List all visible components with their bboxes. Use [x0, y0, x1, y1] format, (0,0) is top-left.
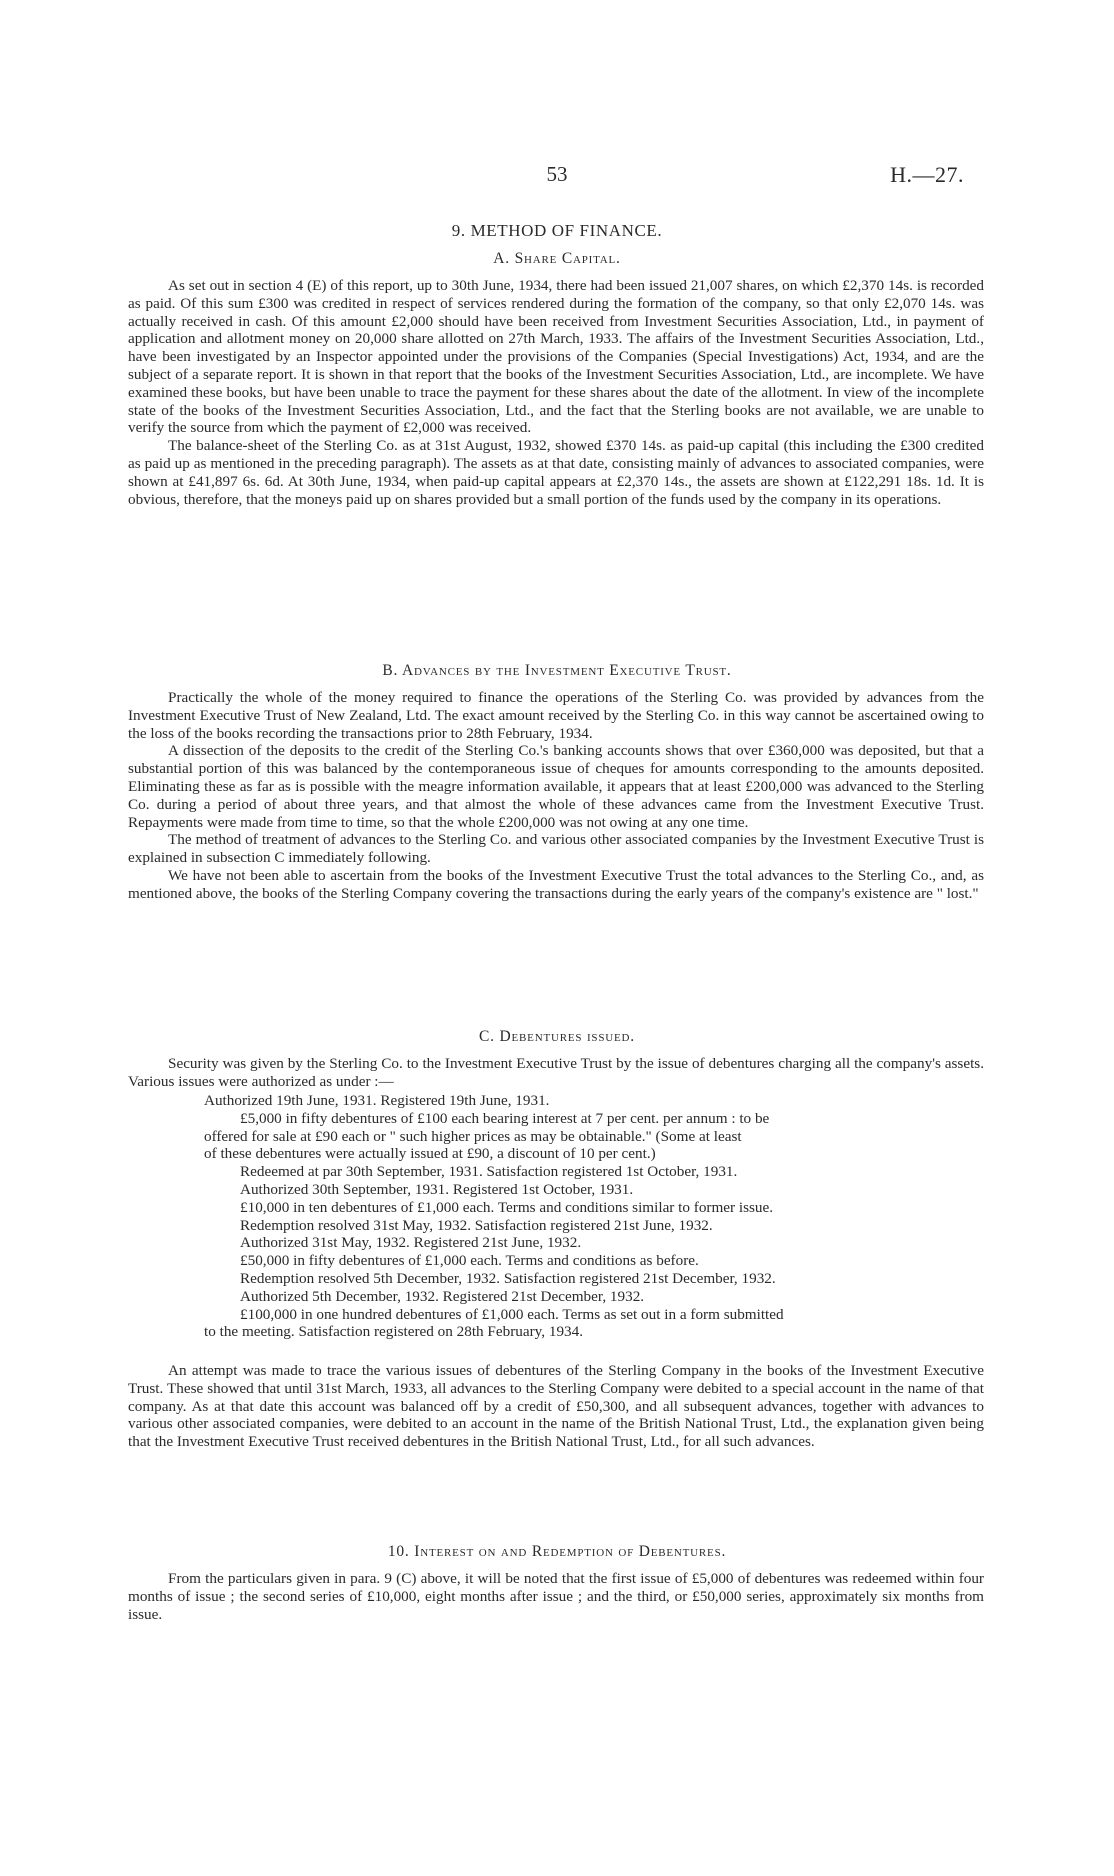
subsection-a-heading: A. Share Capital. [493, 250, 621, 267]
paragraph: The balance-sheet of the Sterling Co. as at 31st August, 1932, showed £370 14s. as paid-up capital (this including the £300 credited as paid up as mentioned in the preceding paragraph). The assets as at that date, consisting mainly of advances to associated companies, were shown at £41,897 6s. 6d. At 30th June, 1934, when paid-up capital appears at £2,370 14s., the assets are shown at £122,291 18s. 1d. It is obvious, therefore, that the moneys paid up on shares provided but a small portion of the funds used by the company in its operations. [128, 437, 984, 508]
paragraph: From the particulars given in para. 9 (C) above, it will be noted that the first issue of £5,000 of debentures was redeemed within four months of issue ; the second series of £10,000, eight months after issue ; and the third, or £50,000 series, approximately six months from issue. [128, 1570, 984, 1623]
paragraph: We have not been able to ascertain from the books of the Investment Executive Trust the total advances to the Sterling Co., and, as mentioned above, the books of the Sterling Company covering the transactions during the early years of the company's existence are " lost." [128, 866, 984, 902]
subsection-c-intro [128, 1055, 984, 1091]
subsection-a-body [128, 277, 984, 508]
debenture-issues-list [140, 1092, 984, 1341]
issue-1-terms: £5,000 in fifty debentures of £100 each bearing interest at 7 per cent. per annum : to be [240, 1109, 770, 1127]
paragraph: A dissection of the deposits to the credit of the Sterling Co.'s banking accounts shows that over £360,000 was deposited, but that a substantial portion of this was balanced by the contemporaneous issue of cheques for amounts corresponding to the amounts deposited. Eliminating these as far as is possible with the meagre information available, it appears that at least £200,000 was advanced to the Sterling Co. during a period of about three years, and that almost the whole of these advances came from the Investment Executive Trust. Repayments were made from time to time, so that the whole £200,000 was not owing at any one time. [128, 742, 984, 831]
issue-2-authorized: Authorized 30th September, 1931. Registered 1st October, 1931. [240, 1180, 634, 1198]
subsection-c-trace [128, 1362, 984, 1451]
paragraph: Practically the whole of the money required to finance the operations of the Sterling Co. was provided by advances from the Investment Executive Trust of New Zealand, Ltd. The exact amount received by the Sterling Co. in this way cannot be ascertained owing to the loss of the books recording the transactions prior to 28th February, 1934. [128, 689, 984, 742]
issue-1-terms-cont: of these debentures were actually issued at £90, a discount of 10 per cent.) [204, 1145, 656, 1163]
paragraph: An attempt was made to trace the various issues of debentures of the Sterling Company in the books of the Investment Executive Trust. These showed that until 31st March, 1933, all advances to the Sterling Company were debited to a special account in the name of that company. As at that date this account was balanced off by a credit of £50,300, and all subsequent advances, together with advances to various other associated companies, were debited to an account in the name of the British National Trust, Ltd., the explanation given being that the Investment Executive Trust received debentures in the British National Trust, Ltd., for all such advances. [128, 1362, 984, 1451]
issue-1-redemption: Redeemed at par 30th September, 1931. Satisfaction registered 1st October, 1931. [240, 1163, 738, 1181]
subsection-b-body [128, 689, 984, 903]
issue-2-terms: £10,000 in ten debentures of £1,000 each. Terms and conditions similar to former issue. [240, 1198, 774, 1216]
subsection-b-heading: B. Advances by the Investment Executive Trust. [382, 662, 732, 679]
section-10-heading: 10. Interest on and Redemption of Debentures. [387, 1543, 727, 1560]
issue-1-authorized: Authorized 19th June, 1931. Registered 19th June, 1931. [204, 1092, 550, 1109]
section-9-heading: 9. METHOD OF FINANCE. [451, 221, 663, 240]
issue-4-authorized: Authorized 5th December, 1932. Registered 21st December, 1932. [240, 1287, 645, 1305]
issue-4-terms-cont: to the meeting. Satisfaction registered on 28th February, 1934. [204, 1323, 584, 1341]
section-10-body [128, 1570, 984, 1623]
issue-3-redemption: Redemption resolved 5th December, 1932. Satisfaction registered 21st December, 1932. [240, 1269, 776, 1287]
paragraph: The method of treatment of advances to the Sterling Co. and various other associated companies by the Investment Executive Trust is explained in subsection C immediately following. [128, 831, 984, 867]
issue-3-terms: £50,000 in fifty debentures of £1,000 each. Terms and conditions as before. [240, 1252, 699, 1270]
issue-3-authorized: Authorized 31st May, 1932. Registered 21st June, 1932. [240, 1234, 582, 1252]
page-number: 53 [546, 162, 568, 186]
paragraph: Security was given by the Sterling Co. to the Investment Executive Trust by the issue of debentures charging all the company's assets. Various issues were authorized as under :— [128, 1055, 984, 1090]
subsection-c-heading: C. Debentures issued. [479, 1028, 635, 1045]
issue-1-terms-cont: offered for sale at £90 each or " such higher prices as may be obtainable." (Some at least [204, 1127, 742, 1145]
document-reference: H.—27. [890, 162, 964, 187]
issue-2-redemption: Redemption resolved 31st May, 1932. Satisfaction registered 21st June, 1932. [240, 1216, 713, 1234]
paragraph: As set out in section 4 (E) of this report, up to 30th June, 1934, there had been issued 21,007 shares, on which £2,370 14s. is recorded as paid. Of this sum £300 was credited in respect of services rendered during the formation of the company, so that only £2,070 14s. was actually received in cash. Of this amount £2,000 should have been received from Investment Securities Association, Ltd., in payment of application and allotment money on 20,000 share allotted on 27th March, 1933. The affairs of the Investment Securities Association, Ltd., have been investigated by an Inspector appointed under the provisions of the Companies (Special Investigations) Act, 1934, and are the subject of a separate report. It is shown in that report that the books of the Investment Securities Association, Ltd., are incomplete. We have examined these books, but have been unable to trace the payment for these shares about the date of the allotment. In view of the incomplete state of the books of the Investment Securities Association, Ltd., and the fact that the Sterling books are not available, we are unable to verify the source from which the payment of £2,000 was received. [128, 277, 984, 437]
issue-4-terms: £100,000 in one hundred debentures of £1,000 each. Terms as set out in a form submitted [240, 1305, 784, 1323]
